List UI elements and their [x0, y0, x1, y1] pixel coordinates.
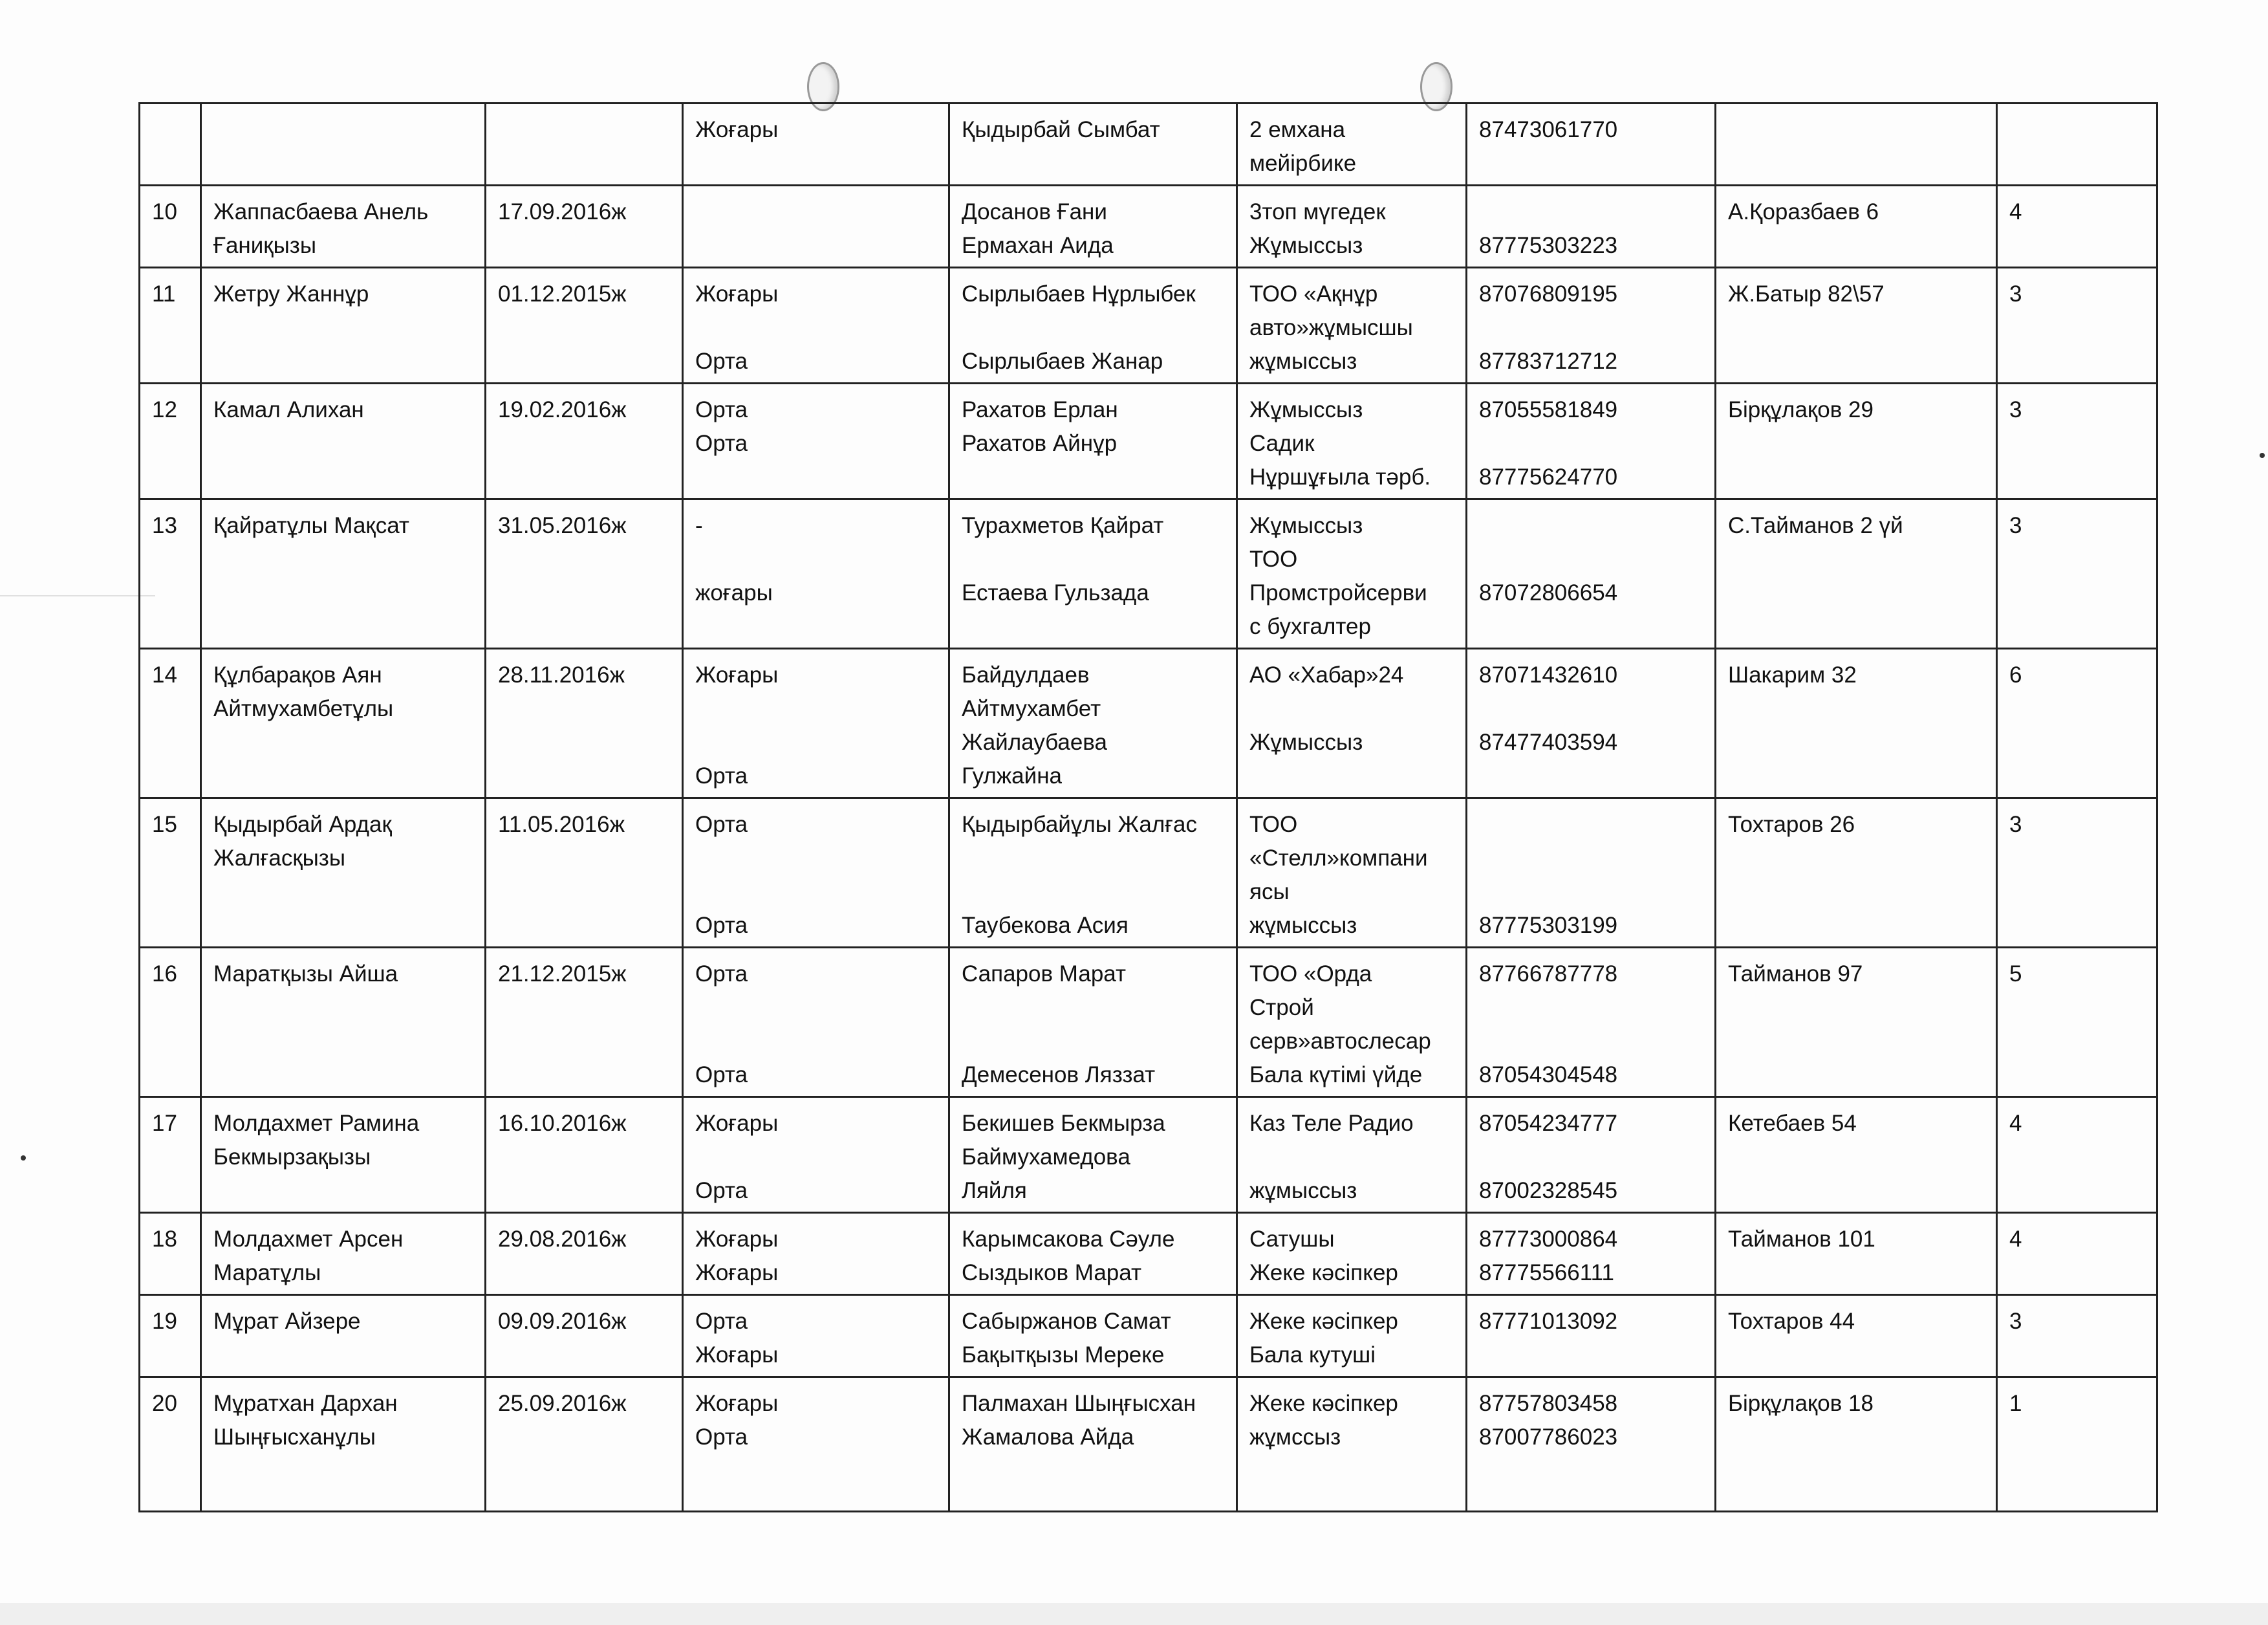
table-row: [140, 1097, 2157, 1213]
workplace-cell: Жұмыссыз Садик Нұршұғыла тәрб.: [1237, 384, 1467, 499]
phones-cell: 87771013092: [1467, 1295, 1716, 1377]
table-row: [140, 268, 2157, 384]
phones-cell: 87757803458 87007786023: [1467, 1377, 1716, 1512]
workplace-cell: Сатушы Жеке кәсіпкер: [1237, 1213, 1467, 1295]
children-count-cell: 4: [1997, 186, 2157, 268]
parents-cell: Бекишев Бекмырза Баймухамедова Ляйля: [949, 1097, 1237, 1213]
row-number-cell: 20: [140, 1377, 201, 1512]
children-register-table: [138, 102, 2158, 1512]
birth-date-cell: 31.05.2016ж: [486, 499, 683, 649]
child-name-cell: Жаппасбаева Анель Ғаниқызы: [201, 186, 486, 268]
fold-mark: [0, 595, 155, 596]
row-number-cell: 16: [140, 948, 201, 1097]
parents-cell: Сабыржанов Самат Бақытқызы Мереке: [949, 1295, 1237, 1377]
phones-cell: 87775303223: [1467, 186, 1716, 268]
scan-speck: [21, 1155, 26, 1161]
row-number-cell: 15: [140, 798, 201, 948]
parents-cell: Байдулдаев Айтмухамбет Жайлаубаева Гулжайна: [949, 649, 1237, 798]
education-cell: - жоғары: [683, 499, 949, 649]
children-count-cell: 3: [1997, 798, 2157, 948]
education-cell: Орта Орта: [683, 948, 949, 1097]
address-cell: Тайманов 101: [1716, 1213, 1997, 1295]
row-number-cell: 19: [140, 1295, 201, 1377]
education-cell: Жоғары: [683, 104, 949, 186]
address-cell: Тохтаров 26: [1716, 798, 1997, 948]
phones-cell: 87072806654: [1467, 499, 1716, 649]
table-row: [140, 104, 2157, 186]
children-count-cell: 3: [1997, 1295, 2157, 1377]
parents-cell: Рахатов Ерлан Рахатов Айнұр: [949, 384, 1237, 499]
phones-cell: 87775303199: [1467, 798, 1716, 948]
workplace-cell: Жеке кәсіпкер Бала кутуші: [1237, 1295, 1467, 1377]
birth-date-cell: [486, 104, 683, 186]
birth-date-cell: 11.05.2016ж: [486, 798, 683, 948]
row-number-cell: 10: [140, 186, 201, 268]
address-cell: Кетебаев 54: [1716, 1097, 1997, 1213]
address-cell: Ж.Батыр 82\57: [1716, 268, 1997, 384]
phones-cell: 87473061770: [1467, 104, 1716, 186]
workplace-cell: ТОО «Ақнұр авто»жұмысшы жұмыссыз: [1237, 268, 1467, 384]
children-count-cell: 3: [1997, 384, 2157, 499]
table-row: [140, 649, 2157, 798]
child-name-cell: Құлбарақов Аян Айтмухамбетұлы: [201, 649, 486, 798]
address-cell: Тайманов 97: [1716, 948, 1997, 1097]
education-cell: Жоғары Орта: [683, 1097, 949, 1213]
table-row: [140, 384, 2157, 499]
parents-cell: Қыдырбай Сымбат: [949, 104, 1237, 186]
address-cell: [1716, 104, 1997, 186]
row-number-cell: 11: [140, 268, 201, 384]
education-cell: Жоғары Орта: [683, 649, 949, 798]
phones-cell: 87766787778 87054304548: [1467, 948, 1716, 1097]
address-cell: С.Тайманов 2 үй: [1716, 499, 1997, 649]
child-name-cell: Мұратхан Дархан Шыңғысханұлы: [201, 1377, 486, 1512]
row-number-cell: [140, 104, 201, 186]
row-number-cell: 17: [140, 1097, 201, 1213]
children-count-cell: 4: [1997, 1097, 2157, 1213]
scan-speck: [2260, 453, 2265, 458]
row-number-cell: 18: [140, 1213, 201, 1295]
children-count-cell: 1: [1997, 1377, 2157, 1512]
table-row: [140, 1213, 2157, 1295]
address-cell: Шакарим 32: [1716, 649, 1997, 798]
child-name-cell: Қайратұлы Мақсат: [201, 499, 486, 649]
birth-date-cell: 28.11.2016ж: [486, 649, 683, 798]
workplace-cell: ТОО «Орда Строй серв»автослесар Бала күтімі үйде: [1237, 948, 1467, 1097]
table-row: [140, 798, 2157, 948]
education-cell: Орта Орта: [683, 384, 949, 499]
education-cell: Орта Орта: [683, 798, 949, 948]
table-row: [140, 1377, 2157, 1512]
birth-date-cell: 01.12.2015ж: [486, 268, 683, 384]
birth-date-cell: 25.09.2016ж: [486, 1377, 683, 1512]
child-name-cell: Молдахмет Арсен Маратұлы: [201, 1213, 486, 1295]
birth-date-cell: 16.10.2016ж: [486, 1097, 683, 1213]
workplace-cell: Каз Теле Радио жұмыссыз: [1237, 1097, 1467, 1213]
parents-cell: Қыдырбайұлы Жалғас Таубекова Асия: [949, 798, 1237, 948]
parents-cell: Карымсакова Сәуле Сыздыков Марат: [949, 1213, 1237, 1295]
child-name-cell: Маратқызы Айша: [201, 948, 486, 1097]
phones-cell: 87071432610 87477403594: [1467, 649, 1716, 798]
birth-date-cell: 09.09.2016ж: [486, 1295, 683, 1377]
children-count-cell: 3: [1997, 268, 2157, 384]
child-name-cell: Мұрат Айзере: [201, 1295, 486, 1377]
children-count-cell: [1997, 104, 2157, 186]
row-number-cell: 12: [140, 384, 201, 499]
workplace-cell: 2 емхана мейірбике: [1237, 104, 1467, 186]
workplace-cell: АО «Хабар»24 Жұмыссыз: [1237, 649, 1467, 798]
phones-cell: 87773000864 87775566111: [1467, 1213, 1716, 1295]
table-row: [140, 186, 2157, 268]
children-count-cell: 3: [1997, 499, 2157, 649]
address-cell: А.Қоразбаев 6: [1716, 186, 1997, 268]
workplace-cell: 3топ мүгедек Жұмыссыз: [1237, 186, 1467, 268]
table-row: [140, 1295, 2157, 1377]
parents-cell: Досанов Ғани Ермахан Аида: [949, 186, 1237, 268]
child-name-cell: Жетру Жаннұр: [201, 268, 486, 384]
child-name-cell: Камал Алихан: [201, 384, 486, 499]
phones-cell: 87076809195 87783712712: [1467, 268, 1716, 384]
workplace-cell: Жұмыссыз ТОО Промстройсерви с бухгалтер: [1237, 499, 1467, 649]
address-cell: Бірқұлақов 18: [1716, 1377, 1997, 1512]
phones-cell: 87055581849 87775624770: [1467, 384, 1716, 499]
child-name-cell: Қыдырбай Ардақ Жалғасқызы: [201, 798, 486, 948]
workplace-cell: Жеке кәсіпкер жұмссыз: [1237, 1377, 1467, 1512]
page-bottom-edge: [0, 1603, 2268, 1625]
table-row: [140, 948, 2157, 1097]
education-cell: Орта Жоғары: [683, 1295, 949, 1377]
parents-cell: Палмахан Шыңғысхан Жамалова Айда: [949, 1377, 1237, 1512]
children-count-cell: 4: [1997, 1213, 2157, 1295]
birth-date-cell: 29.08.2016ж: [486, 1213, 683, 1295]
address-cell: Бірқұлақов 29: [1716, 384, 1997, 499]
row-number-cell: 13: [140, 499, 201, 649]
birth-date-cell: 19.02.2016ж: [486, 384, 683, 499]
education-cell: Жоғары Жоғары: [683, 1213, 949, 1295]
child-name-cell: [201, 104, 486, 186]
children-count-cell: 5: [1997, 948, 2157, 1097]
table-row: [140, 499, 2157, 649]
birth-date-cell: 17.09.2016ж: [486, 186, 683, 268]
birth-date-cell: 21.12.2015ж: [486, 948, 683, 1097]
phones-cell: 87054234777 87002328545: [1467, 1097, 1716, 1213]
parents-cell: Сырлыбаев Нұрлыбек Сырлыбаев Жанар: [949, 268, 1237, 384]
parents-cell: Сапаров Марат Демесенов Ляззат: [949, 948, 1237, 1097]
workplace-cell: ТОО «Стелл»компани ясы жұмыссыз: [1237, 798, 1467, 948]
parents-cell: Турахметов Қайрат Естаева Гульзада: [949, 499, 1237, 649]
education-cell: Жоғары Орта: [683, 1377, 949, 1512]
address-cell: Тохтаров 44: [1716, 1295, 1997, 1377]
children-count-cell: 6: [1997, 649, 2157, 798]
education-cell: [683, 186, 949, 268]
child-name-cell: Молдахмет Рамина Бекмырзақызы: [201, 1097, 486, 1213]
education-cell: Жоғары Орта: [683, 268, 949, 384]
row-number-cell: 14: [140, 649, 201, 798]
